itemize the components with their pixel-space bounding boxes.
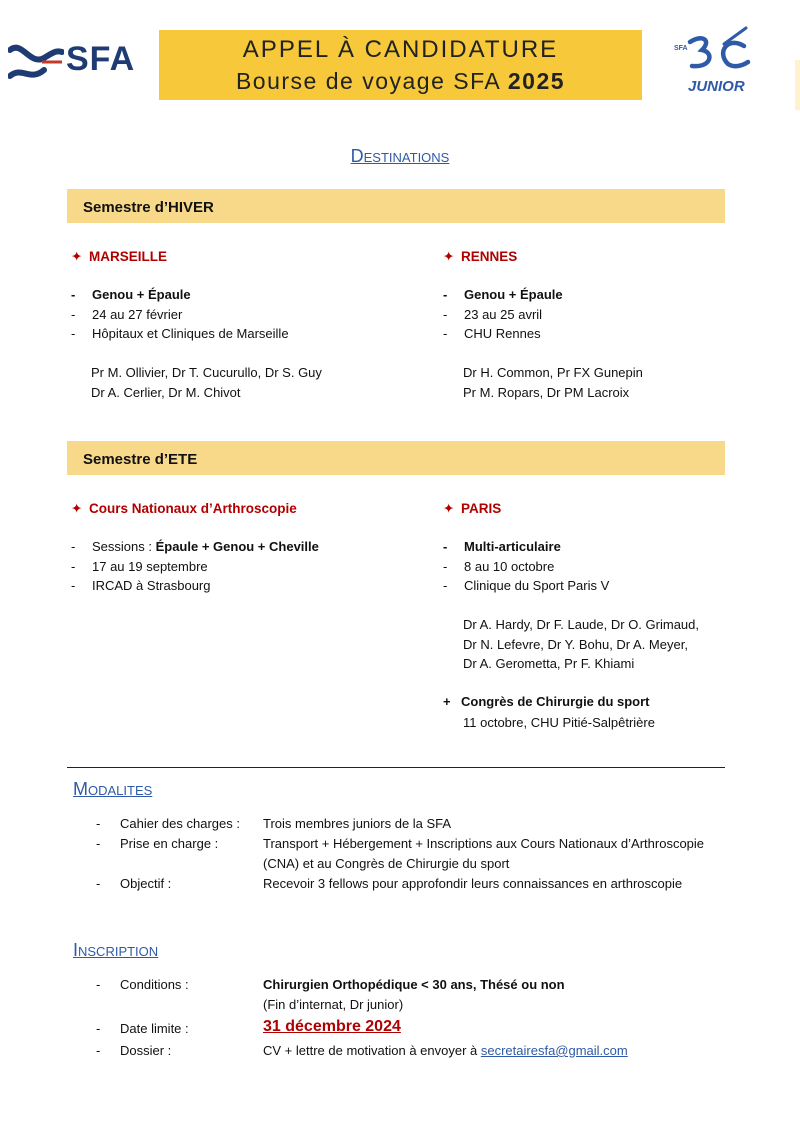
inscription-title: Inscription	[73, 940, 159, 960]
list-item: - 23 au 25 avril	[443, 305, 743, 325]
inscription-row-deadline: - Date limite : 31 décembre 2024	[96, 1017, 776, 1039]
row-label: Dossier :	[120, 1043, 172, 1058]
list-item: - Genou + Épaule	[71, 285, 391, 305]
star-bullet-icon: ✦	[443, 249, 455, 264]
congres-title: Congrès de Chirurgie du sport	[461, 694, 650, 709]
banner-subtitle	[159, 68, 642, 95]
paris-details	[443, 537, 743, 596]
summer-section-title: Semestre d’ETE	[83, 451, 198, 468]
paris-heading	[443, 501, 501, 517]
star-bullet-icon: ✦	[71, 501, 83, 516]
summer-section-bar	[67, 441, 725, 475]
row-value: Recevoir 3 fellows pour approfondir leurs connaissances en arthroscopie	[263, 876, 683, 891]
list-item	[71, 537, 411, 557]
modalite-row-cahier: - Cahier des charges : Trois membres juniors de la SFA	[96, 814, 776, 834]
marseille-details	[71, 285, 391, 344]
rennes-city: RENNES	[461, 249, 518, 264]
row-label: Conditions :	[120, 977, 189, 992]
star-bullet-icon: ✦	[443, 501, 455, 516]
3c-logo-icon	[672, 22, 762, 82]
people-line: Pr M. Ropars, Dr PM Lacroix	[463, 384, 630, 400]
inscription-row-dossier: - Dossier : CV + lettre de motivation à envoyer à secretairesfa@gmail.com	[96, 1041, 786, 1061]
sfa-logo-text: SFA	[66, 40, 136, 78]
edge-decoration	[795, 60, 800, 110]
star-bullet-icon: ✦	[71, 249, 83, 264]
row-value: Trois membres juniors de la SFA	[263, 816, 452, 831]
paris-city: PARIS	[461, 501, 502, 516]
3c-logo-small-text: SFA	[674, 45, 688, 52]
row-label: Date limite :	[120, 1021, 189, 1036]
plus-bullet-icon: +	[443, 694, 451, 709]
cna-heading	[71, 501, 297, 517]
dossier-text: CV + lettre de motivation à envoyer à	[263, 1043, 481, 1058]
modalites-title: Modalites	[73, 779, 153, 799]
winter-section-title: Semestre d’HIVER	[83, 199, 214, 216]
congres-detail: 11 octobre, CHU Pitié-Salpêtrière	[463, 715, 655, 730]
people-line: Dr A. Hardy, Dr F. Laude, Dr O. Grimaud,	[463, 617, 699, 632]
inscription-row-conditions: - Conditions : Chirurgien Orthopédique < 30 ans, Thésé ou non (Fin d’internat, Dr junior)	[96, 975, 776, 1015]
row-value-continued: (CNA) et au Congrès de Chirurgie du sport	[263, 856, 510, 871]
modalite-row-prise: - Prise en charge : Transport + Hébergement + Inscriptions aux Cours Nationaux d’Arthroscopie (CNA) et au Congrès de Chirurgie du sport	[96, 834, 776, 874]
divider	[67, 767, 725, 768]
list-item: - 8 au 10 octobre	[443, 557, 743, 577]
row-value: Transport + Hébergement + Inscriptions aux Cours Nationaux d’Arthroscopie	[263, 836, 705, 851]
people-line: Dr H. Common, Pr FX Gunepin	[463, 365, 643, 380]
3c-junior-logo	[672, 22, 762, 100]
conditions-note: (Fin d’internat, Dr junior)	[263, 997, 404, 1012]
rennes-details	[443, 285, 743, 344]
cna-title: Cours Nationaux d’Arthroscopie	[89, 501, 297, 516]
banner-title: APPEL À CANDIDATURE	[242, 36, 559, 63]
marseille-people	[91, 363, 322, 402]
destinations-title: Destinations	[350, 146, 450, 166]
rennes-people	[463, 363, 643, 402]
list-item: - 17 au 19 septembre	[71, 557, 411, 577]
rennes-heading	[443, 249, 517, 265]
row-label: Cahier des charges :	[120, 816, 240, 831]
people-line: Pr M. Ollivier, Dr T. Cucurullo, Dr S. Guy	[91, 365, 322, 380]
session-value: Épaule + Genou + Cheville	[155, 539, 319, 554]
title-banner	[159, 30, 642, 100]
people-line: Dr A. Gerometta, Pr F. Khiami	[463, 656, 635, 671]
banner-year: 2025	[507, 68, 566, 94]
cna-details	[71, 537, 411, 596]
people-line: Dr A. Cerlier, Dr M. Chivot	[91, 384, 241, 400]
list-item: - Genou + Épaule	[443, 285, 743, 305]
list-item: - Multi-articulaire	[443, 537, 743, 557]
list-item: - CHU Rennes	[443, 324, 743, 344]
3c-logo-junior-text: JUNIOR	[688, 78, 745, 95]
deadline-value: 31 décembre 2024	[263, 1018, 401, 1035]
modalite-row-objectif: - Objectif : Recevoir 3 fellows pour approfondir leurs connaissances en arthroscopie	[96, 874, 776, 894]
list-item: - Hôpitaux et Cliniques de Marseille	[71, 324, 391, 344]
sfa-logo	[8, 38, 153, 88]
row-label: Prise en charge :	[120, 836, 219, 851]
paris-people	[463, 615, 699, 674]
marseille-city: MARSEILLE	[89, 249, 168, 264]
dossier-value	[263, 1041, 783, 1061]
session-prefix: Sessions :	[92, 539, 156, 554]
winter-section-bar	[67, 189, 725, 223]
congres-heading	[443, 694, 650, 709]
row-label: Objectif :	[120, 876, 172, 891]
list-item: - Clinique du Sport Paris V	[443, 576, 743, 596]
banner-subtitle-text: Bourse de voyage SFA	[235, 68, 500, 94]
people-line: Dr N. Lefevre, Dr Y. Bohu, Dr A. Meyer,	[463, 636, 688, 652]
list-item: - 24 au 27 février	[71, 305, 391, 325]
marseille-heading	[71, 249, 167, 265]
sfa-wave-icon	[8, 38, 64, 88]
list-item: - IRCAD à Strasbourg	[71, 576, 411, 596]
email-link[interactable]: secretairesfa@gmail.com	[480, 1043, 628, 1058]
conditions-value: Chirurgien Orthopédique < 30 ans, Thésé ou non	[263, 977, 565, 992]
